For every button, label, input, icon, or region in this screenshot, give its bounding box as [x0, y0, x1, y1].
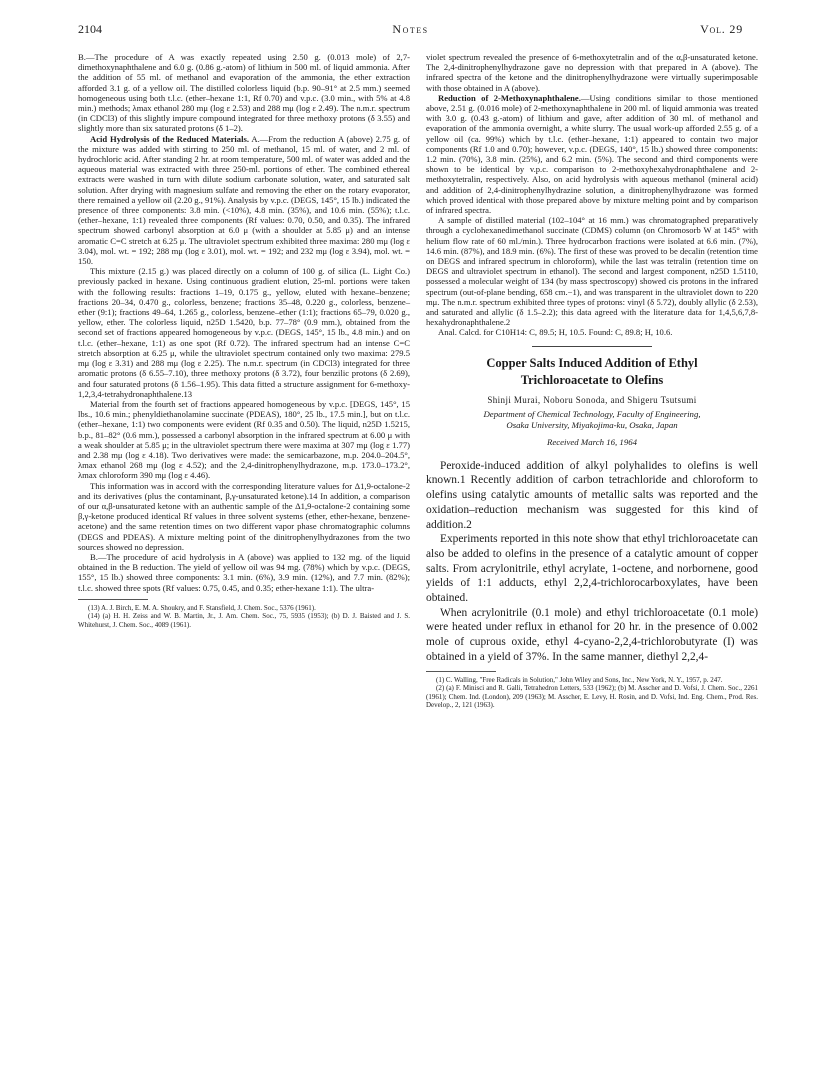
- paragraph: Material from the fourth set of fractions appeared homogeneous by v.p.c. [DEGS, 145°, 15 lbs., 10.6 min.; phenyldiethanolamine succinate (PDEAS), 180°, 25 lb., 17.5 min.], but on t.l.c. (ether–hexane, 1:1) two components were evident (Rf 0.35 and 0.50). The liquid, n25D 1.5215, b.p., 81–82° (0.6 mm.), possessed a carbonyl absorption in the infrared spectrum at 6.00 μ with a weak shoulder at 5.85 μ; in the ultraviolet spectrum there were maxima at 307 mμ (log ε 1.77) and 2.38 mμ (log ε 4.18). Two derivatives were made: the semicarbazone, m.p. 204.0–204.5°, λmax ethanol 268 mμ (log ε 4.52); and the 2,4-dinitrophenylhydrazone, m.p. 173.0–173.2°, λmax chloroform 390 mμ (log ε 4.46).: [78, 398, 410, 481]
- volume-label: Vol. 29: [700, 22, 743, 36]
- footnotes: [78, 604, 410, 630]
- paragraph: Peroxide-induced addition of alkyl polyhalides to olefins is well known.1 Recently addition of carbon tetrachloride and chloroform to olefins using catalytic amounts of metallic salts was reported and the oxidation–reduction mechanism was suggested for this kind of addition.2: [426, 459, 758, 531]
- footnote-rule: [426, 671, 496, 672]
- footnote: (1) C. Walling, "Free Radicals in Solution," John Wiley and Sons, Inc., New York, N. Y., 1957, p. 247.: [436, 675, 723, 684]
- running-head: Notes: [392, 22, 429, 36]
- page-number: 2104: [78, 22, 102, 36]
- section-heading: Acid Hydrolysis of the Reduced Materials.: [90, 133, 249, 144]
- paragraph: Reduction of 2-Methoxynaphthalene.—Using conditions similar to those mentioned above, 2.51 g. (0.016 mole) of 2-methoxynaphthalene in 200 ml. of liquid ammonia was treated with 3.0 g. (0.43 g.-atom) of lithium and gave, after addition of 30 ml. of methanol and evaporation of the ammonia overnight, a white slurry. The usual work-up afforded 2.55 g. of a yellow oil (ca. 99%) which by t.l.c. (ether–hexane, 1:1) appeared to contain two major components (Rf 1.0 and 0.70); however, v.p.c. (DEGS, 140°, 15 lb.) showed three components: 1.2 min. (70%), 3.8 min. (25%), and 6.2 min. (5%). The second and third components were shown to be identical by v.p.c. comparison to 2-methoxyhexahydronaphthalene and 2-methoxytetralin, respectively. Also, on acid hydrolysis with aqueous methanol (mineral acid) and addition of 2,4-dinitrophenylhydrazine solution, a dinitrophenylhydrazone was formed which proved identical with those prepared above by mixture melting point and by comparison of infrared spectra.: [426, 92, 758, 216]
- footnote-rule: [78, 599, 148, 600]
- affiliation-line-2: Osaka University, Miyakojima-ku, Osaka, Japan: [506, 419, 678, 430]
- paragraph: Acid Hydrolysis of the Reduced Materials. A.—From the reduction A (above) 2.75 g. of the mixture was added with stirring to 250 ml. of methanol, 15 ml. of water, and 2 ml. of hydrochloric acid. After standing 2 hr. at room temperature, 500 ml. of water was added and the aqueous material was extracted with three 250-ml. portions of ether. The combined ethereal extracts were washed in turn with dilute sodium carbonate solution, water, and saturated salt solution. After drying with magnesium sulfate and removing the ether on the rotary evaporator, there remained a yellow oil (2.20 g., 91%). Analysis by v.p.c. (DEGS, 145°, 15 lb.) indicated the presence of three components: 3.8 min. (<10%), 4.8 min. (35%), and 10.6 min. (55%); t.l.c. (ether–hexane, 1:1) revealed three components (Rf values: 0.70, 0.50, and 0.35). The infrared spectrum showed carbonyl absorption at 6.0 μ (with a shoulder at 5.85 μ) and an intense aromatic C=C stretch at 6.25 μ. The ultraviolet spectrum exhibited three maxima: 280 mμ (log ε 3.04), mol. wt. = 192; 288 mμ (log ε 3.01), mol. wt. = 192; and 232 mμ (log ε 3.94), mol. wt. = 150.: [78, 133, 410, 267]
- section-heading: Reduction of 2-Methoxynaphthalene.: [438, 92, 581, 103]
- paragraph: Anal. Calcd. for C10H14: C, 89.5; H, 10.5. Found: C, 89.8; H, 10.6.: [438, 327, 673, 338]
- paragraph: When acrylonitrile (0.1 mole) and ethyl trichloroacetate (0.1 mole) were heated under reflux in ethanol for 20 hr. in the presence of 0.002 mole of cuprous oxide, ethyl 4-cyano-2,2,4-trichlorobutyrate (I) was obtained in a yield of 37%. In the same manner, diethyl 2,2,4-: [426, 606, 758, 663]
- affiliation-line-1: Department of Chemical Technology, Faculty of Engineering,: [483, 408, 701, 419]
- paragraph: violet spectrum revealed the presence of 6-methoxytetralin and of the α,β-unsaturated ketone. The 2,4-dinitrophenylhydrazone gave no depression with that prepared in A (above). The infrared spectra of the ketone and the dinitrophenylhydrazone were virtually superimposable with those obtained in A (above).: [426, 52, 758, 93]
- left-column: [78, 52, 410, 630]
- article-separator: [532, 346, 652, 347]
- right-column: [426, 52, 758, 710]
- paragraph: This mixture (2.15 g.) was placed directly on a column of 100 g. of silica (L. Light Co.) previously packed in hexane. Using continuous gradient elution, 25-ml. portions were taken with the following results: fractions 1–19, 0.175 g., yellow, eluted with hexane–benzene; fractions 20–34, 0.470 g., colorless, benzene; fractions 35–48, 0.220 g., colorless, benzene–ether (9:1); fractions 49–64, 1.265 g., colorless, benzene–ether (1:1); fractions 65–79, 0.020 g., yellow, ether. The colorless liquid, n25D 1.5420, b.p. 77–78° (0.9 mm.), obtained from the second set of fractions appeared homogeneous by v.p.c. (DEGS, 145°, 15 lb., 4.8 min.) and on t.l.c. (ether–hexane, 1:1) as one spot (Rf 0.72). The infrared spectrum had an intense C=C stretch absorption at 6.25 μ, while the ultraviolet spectrum contained only two maxima: 279.5 mμ (log ε 3.31) and 288 mμ (log ε 2.25). The n.m.r. spectrum (in CDCl3) integrated for three aromatic protons (δ 6.55–7.10), three methoxy protons (δ 3.72), four benzilic protons (δ 2.69), and four saturated protons (δ 1.56–1.95). This data fitted a structure assignment for 6-methoxy-1,2,3,4-tetrahydronaphthalene.13: [78, 266, 410, 399]
- paragraph: A sample of distilled material (102–104° at 16 mm.) was chromatographed preparatively through a cyclohexanedimethanol succinate (CDMS) column (on Chromosorb W at 145° with helium flow rate of 60 ml./min.). Three hydrocarbon fractions were isolated at 6.6 min. (7%), 14.6 min. (87%), and 18.9 min. (6%). The first of these was proved to be decalin (retention time on DEGS and infrared spectrum in chloroform), while the last was tetralin (retention time on DEGS and ultraviolet spectrum in ethanol). The second and largest component, n25D 1.5110, possessed a molecular weight of 134 (by mass spectroscopy) showed cis protons in the infrared spectrum (out-of-plane bending, 658 cm.−1), and was transparent in the ultraviolet down to 220 mμ. The n.m.r. spectrum exhibited three types of protons: vinyl (δ 5.72), doubly allylic (δ 2.53), and saturated and allylic (δ 1.5–2.2); this data agreed with the literature data for 1,4,5,6,7,8-hexahydronaphthalene.2: [426, 215, 758, 328]
- paragraph: B.—The procedure of A was exactly repeated using 2.50 g. (0.013 mole) of 2,7-dimethoxynaphthalene and 6.0 g. (0.86 g.-atom) of lithium in 500 ml. of liquid ammonia. After the addition of 55 ml. of methanol and evaporation of the ammonia, the ether extraction afforded 3.1 g. of a yellow oil. The distilled colorless liquid (b.p. 90–91° at 2.5 mm.) seemed homogeneous using both t.l.c. (ether–hexane 1:1, Rf 0.70) and v.p.c. (3.0 min., with 5% at 4.8 min.) methods; λmax ethanol 280 mμ (log ε 2.53) and 288 mμ (log ε 2.49). The n.m.r. spectrum (in CDCl3) of this slightly impure compound integrated for three methoxy protons (δ 3.55) and slightly more than six saturated protons (δ 1–2).: [78, 52, 410, 134]
- received-date: Received March 16, 1964: [546, 436, 638, 447]
- paragraph: B.—The procedure of acid hydrolysis in A (above) was applied to 132 mg. of the liquid obtained in the B reduction. The yield of yellow oil was 94 mg. (78%) which by v.p.c. (DEGS, 155°, 15 lb.) showed three components: 3.1 min. (6%), 3.9 min. (12%), and 7.7 min. (82%); t.l.c. showed three spots (Rf values: 0.75, 0.45, and 0.35; ether-hexane 1:1). The ultra-: [78, 551, 410, 593]
- footnote: (2) (a) F. Minisci and R. Galli, Tetrahedron Letters, 533 (1962); (b) M. Asscher and D. Vofsi, J. Chem. Soc., 2261 (1961); Chem. Ind. (London), 209 (1963); M. Asscher, E. Levy, H. Rosin, and D. Vofsi, Ind. Eng. Chem., Prod. Res. Develop., 2, 121 (1963).: [426, 684, 758, 710]
- footnote: (13) A. J. Birch, E. M. A. Shoukry, and F. Stansfield, J. Chem. Soc., 5376 (1961).: [88, 603, 316, 612]
- paragraph: Experiments reported in this note show that ethyl trichloroacetate can also be added to olefins in the presence of a catalytic amount of copper salts. From acrylonitrile, ethyl acrylate, 1-octene, and norbornene, good yields of 1:1 adducts, ethyl 2,2,4-trichlorocarboxylates, have been obtained.: [426, 533, 758, 605]
- article-body: [426, 459, 758, 665]
- article-authors: Shinji Murai, Noboru Sonoda, and Shigeru Tsutsumi: [487, 394, 697, 405]
- footnote: (14) (a) H. H. Zeiss and W. B. Martin, Jr., J. Am. Chem. Soc., 75, 5935 (1953); (b) D. J. Baisted and J. S. Whitehurst, J. Chem. Soc., 4089 (1961).: [78, 612, 410, 629]
- paragraph: This information was in accord with the corresponding literature values for Δ1,9-octalone-2 and its derivatives (plus the contaminant, β,γ-unsaturated ketone).14 In addition, a comparison of our α,β-unsaturated ketone with an authentic sample of the Δ1,9-octalone-2 containing some β,γ-ketone produced identical Rf values in three solvent systems (ether, ether-hexane, benzene-acetone) and the same retention times on two different vapor phase chromatographic columns (DEGS and PDEAS). A mixture melting point of the dinitrophenylhydrazones from the two sources showed no depression.: [78, 480, 410, 552]
- article-title-line-1: Copper Salts Induced Addition of Ethyl: [486, 355, 698, 370]
- article-title-line-2: Trichloroacetate to Olefins: [520, 372, 664, 387]
- experimental-continued: [426, 52, 758, 338]
- footnotes: [426, 676, 758, 710]
